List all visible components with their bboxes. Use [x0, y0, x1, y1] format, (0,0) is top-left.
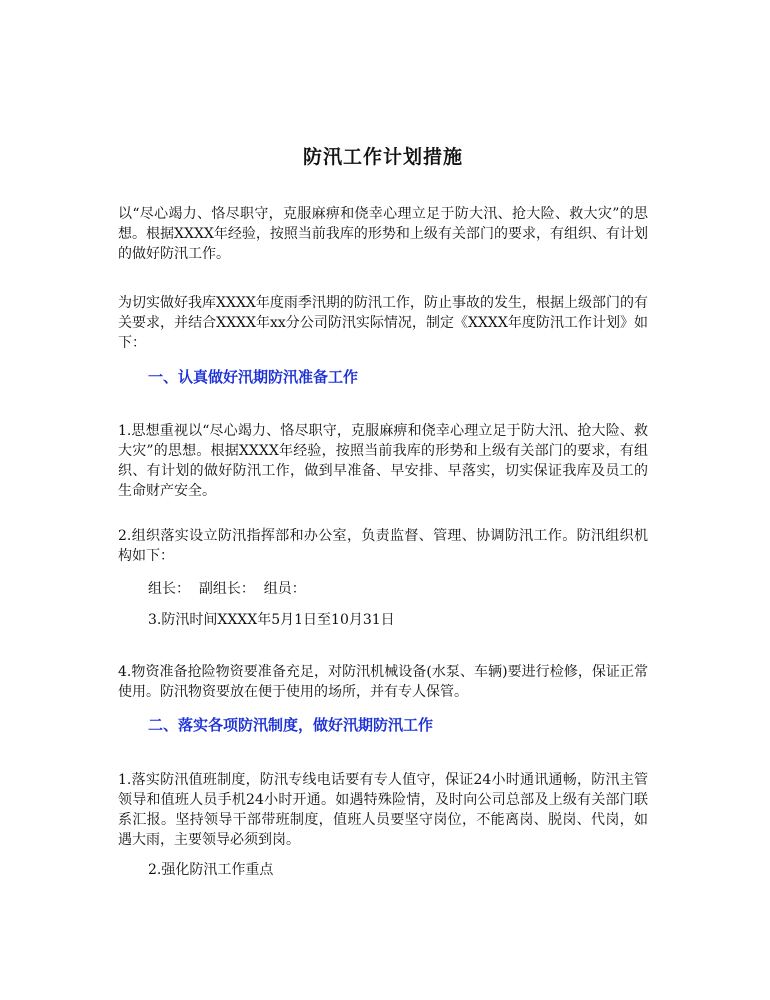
purpose-paragraph: 为切实做好我库XXXX年度雨季汛期的防汛工作，防止事故的发生，根据上级部门的有关要求，并结合XXXX年xx分公司防汛实际情况，制定《XXXX年度防汛工作计划》如下：: [118, 295, 648, 351]
section1-item-3: 3.防汛时间XXXX年5月1日至10月31日: [148, 612, 395, 628]
section-heading-1: 一、认真做好汛期防汛准备工作: [148, 368, 359, 386]
section1-roles: 组长： 副组长： 组员：: [148, 581, 306, 597]
intro-paragraph: 以“尽心竭力、恪尽职守，克服麻痹和侥幸心理立足于防大汛、抢大险、救大灾”的思想。根据XXXX年经验，按照当前我库的形势和上级有关部门的要求，有组织、有计划的做好防汛工作。: [118, 206, 648, 262]
section2-item-2: 2.强化防汛工作重点: [148, 862, 274, 878]
section-heading-2: 二、落实各项防汛制度，做好汛期防汛工作: [148, 716, 434, 734]
section1-item-2: 2.组织落实设立防汛指挥部和办公室，负责监督、管理、协调防汛工作。防汛组织机构如下：: [118, 528, 648, 564]
section1-item-1: 1.思想重视以“尽心竭力、恪尽职守，克服麻痹和侥幸心理立足于防大汛、抢大险、救大灾”的思想。根据XXXX年经验，按照当前我库的形势和上级有关部门的要求，有组织、有计划的做好防汛工作，做到早准备、早安排、早落实，切实保证我库及员工的生命财产安全。: [118, 423, 648, 499]
document-title: 防汛工作计划措施: [302, 146, 463, 168]
section1-item-4: 4.物资准备抢险物资要准备充足，对防汛机械设备(水泵、车辆)要进行检修，保证正常使用。防汛物资要放在便于使用的场所，并有专人保管。: [118, 664, 648, 700]
section2-item-1: 1.落实防汛值班制度，防汛专线电话要有专人值守，保证24小时通讯通畅，防汛主管领导和值班人员手机24小时开通。如遇特殊险情，及时向公司总部及上级有关部门联系汇报。坚持领导干部带班制度，值班人员要坚守岗位，不能离岗、脱岗、代岗，如遇大雨，主要领导必须到岗。: [118, 772, 648, 848]
